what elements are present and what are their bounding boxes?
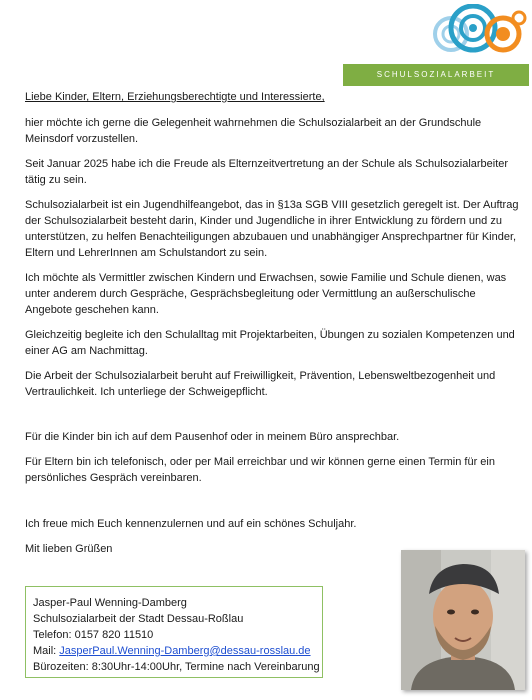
signature-hours: Bürozeiten: 8:30Uhr-14:00Uhr, Termine nach Vereinbarung — [33, 661, 320, 673]
portrait-photo-graphic — [401, 550, 525, 690]
signature-org: Schulsozialarbeit der Stadt Dessau-Roßlau — [33, 613, 244, 625]
paragraph-mandate: Schulsozialarbeit ist ein Jugendhilfeangebot, das in §13a SGB VIII gesetzlich geregelt ist. Der Auftrag der Schulsozialarbeit besteht darin, Kinder und Jugendliche in ihrer Entwicklung zu fördern und zu unterstützen, zu helfen Benachteiligungen abzubauen und unabhängiger Ansprechpartner für Kinder, Eltern und LehrerInnen am Schulstandort zu sein. — [25, 199, 519, 259]
schulsozialarbeit-logo — [343, 4, 529, 86]
closing-line: Ich freue mich Euch kennenzulernen und auf ein schönes Schuljahr. — [25, 518, 357, 530]
greeting: Liebe Kinder, Eltern, Erziehungsberechtigte und Interessierte, — [25, 91, 325, 103]
portrait-photo — [401, 550, 525, 690]
logo-text: SCHULSOZIALARBEIT — [343, 64, 529, 86]
paragraph-mediator: Ich möchte als Vermittler zwischen Kindern und Erwachsen, sowie Familie und Schule dienen, was unter anderem durch Gespräche, Gesprächsbegleitung oder Vermittlung an außerschulische Angebote geschehen kann. — [25, 272, 507, 316]
signature-mail-label: Mail: — [33, 645, 60, 657]
letter-body — [25, 85, 525, 566]
signature-phone: Telefon: 0157 820 11510 — [33, 629, 154, 641]
logo-circles-graphic — [343, 4, 529, 66]
email-link[interactable]: JasperPaul.Wenning-Damberg@dessau-rosslau.de — [59, 645, 311, 657]
paragraph-parents: Für Eltern bin ich telefonisch, oder per Mail erreichbar und wir können gerne einen Termin für ein persönliches Gespräch vereinbaren. — [25, 456, 495, 484]
signature-box — [25, 586, 323, 678]
paragraph-since: Seit Januar 2025 habe ich die Freude als Elternzeitvertretung an der Schule als Schulsozialarbeiter tätig zu sein. — [25, 158, 509, 186]
signature-mail-row — [33, 643, 322, 659]
signature-name: Jasper-Paul Wenning-Damberg — [33, 597, 187, 609]
paragraph-children: Für die Kinder bin ich auf dem Pausenhof oder in meinem Büro ansprechbar. — [25, 431, 400, 443]
sign-off: Mit lieben Grüßen — [25, 543, 113, 555]
paragraph-intro: hier möchte ich gerne die Gelegenheit wahrnehmen die Schulsozialarbeit an der Grundschule Meinsdorf vorzustellen. — [25, 117, 482, 145]
paragraph-principles: Die Arbeit der Schulsozialarbeit beruht auf Freiwilligkeit, Prävention, Lebensweltbezogenheit und Vertraulichkeit. Ich unterliege der Schweigepflicht. — [25, 370, 496, 398]
paragraph-daily: Gleichzeitig begleite ich den Schulalltag mit Projektarbeiten, Übungen zu sozialen Kompetenzen und einer AG am Nachmittag. — [25, 329, 515, 357]
